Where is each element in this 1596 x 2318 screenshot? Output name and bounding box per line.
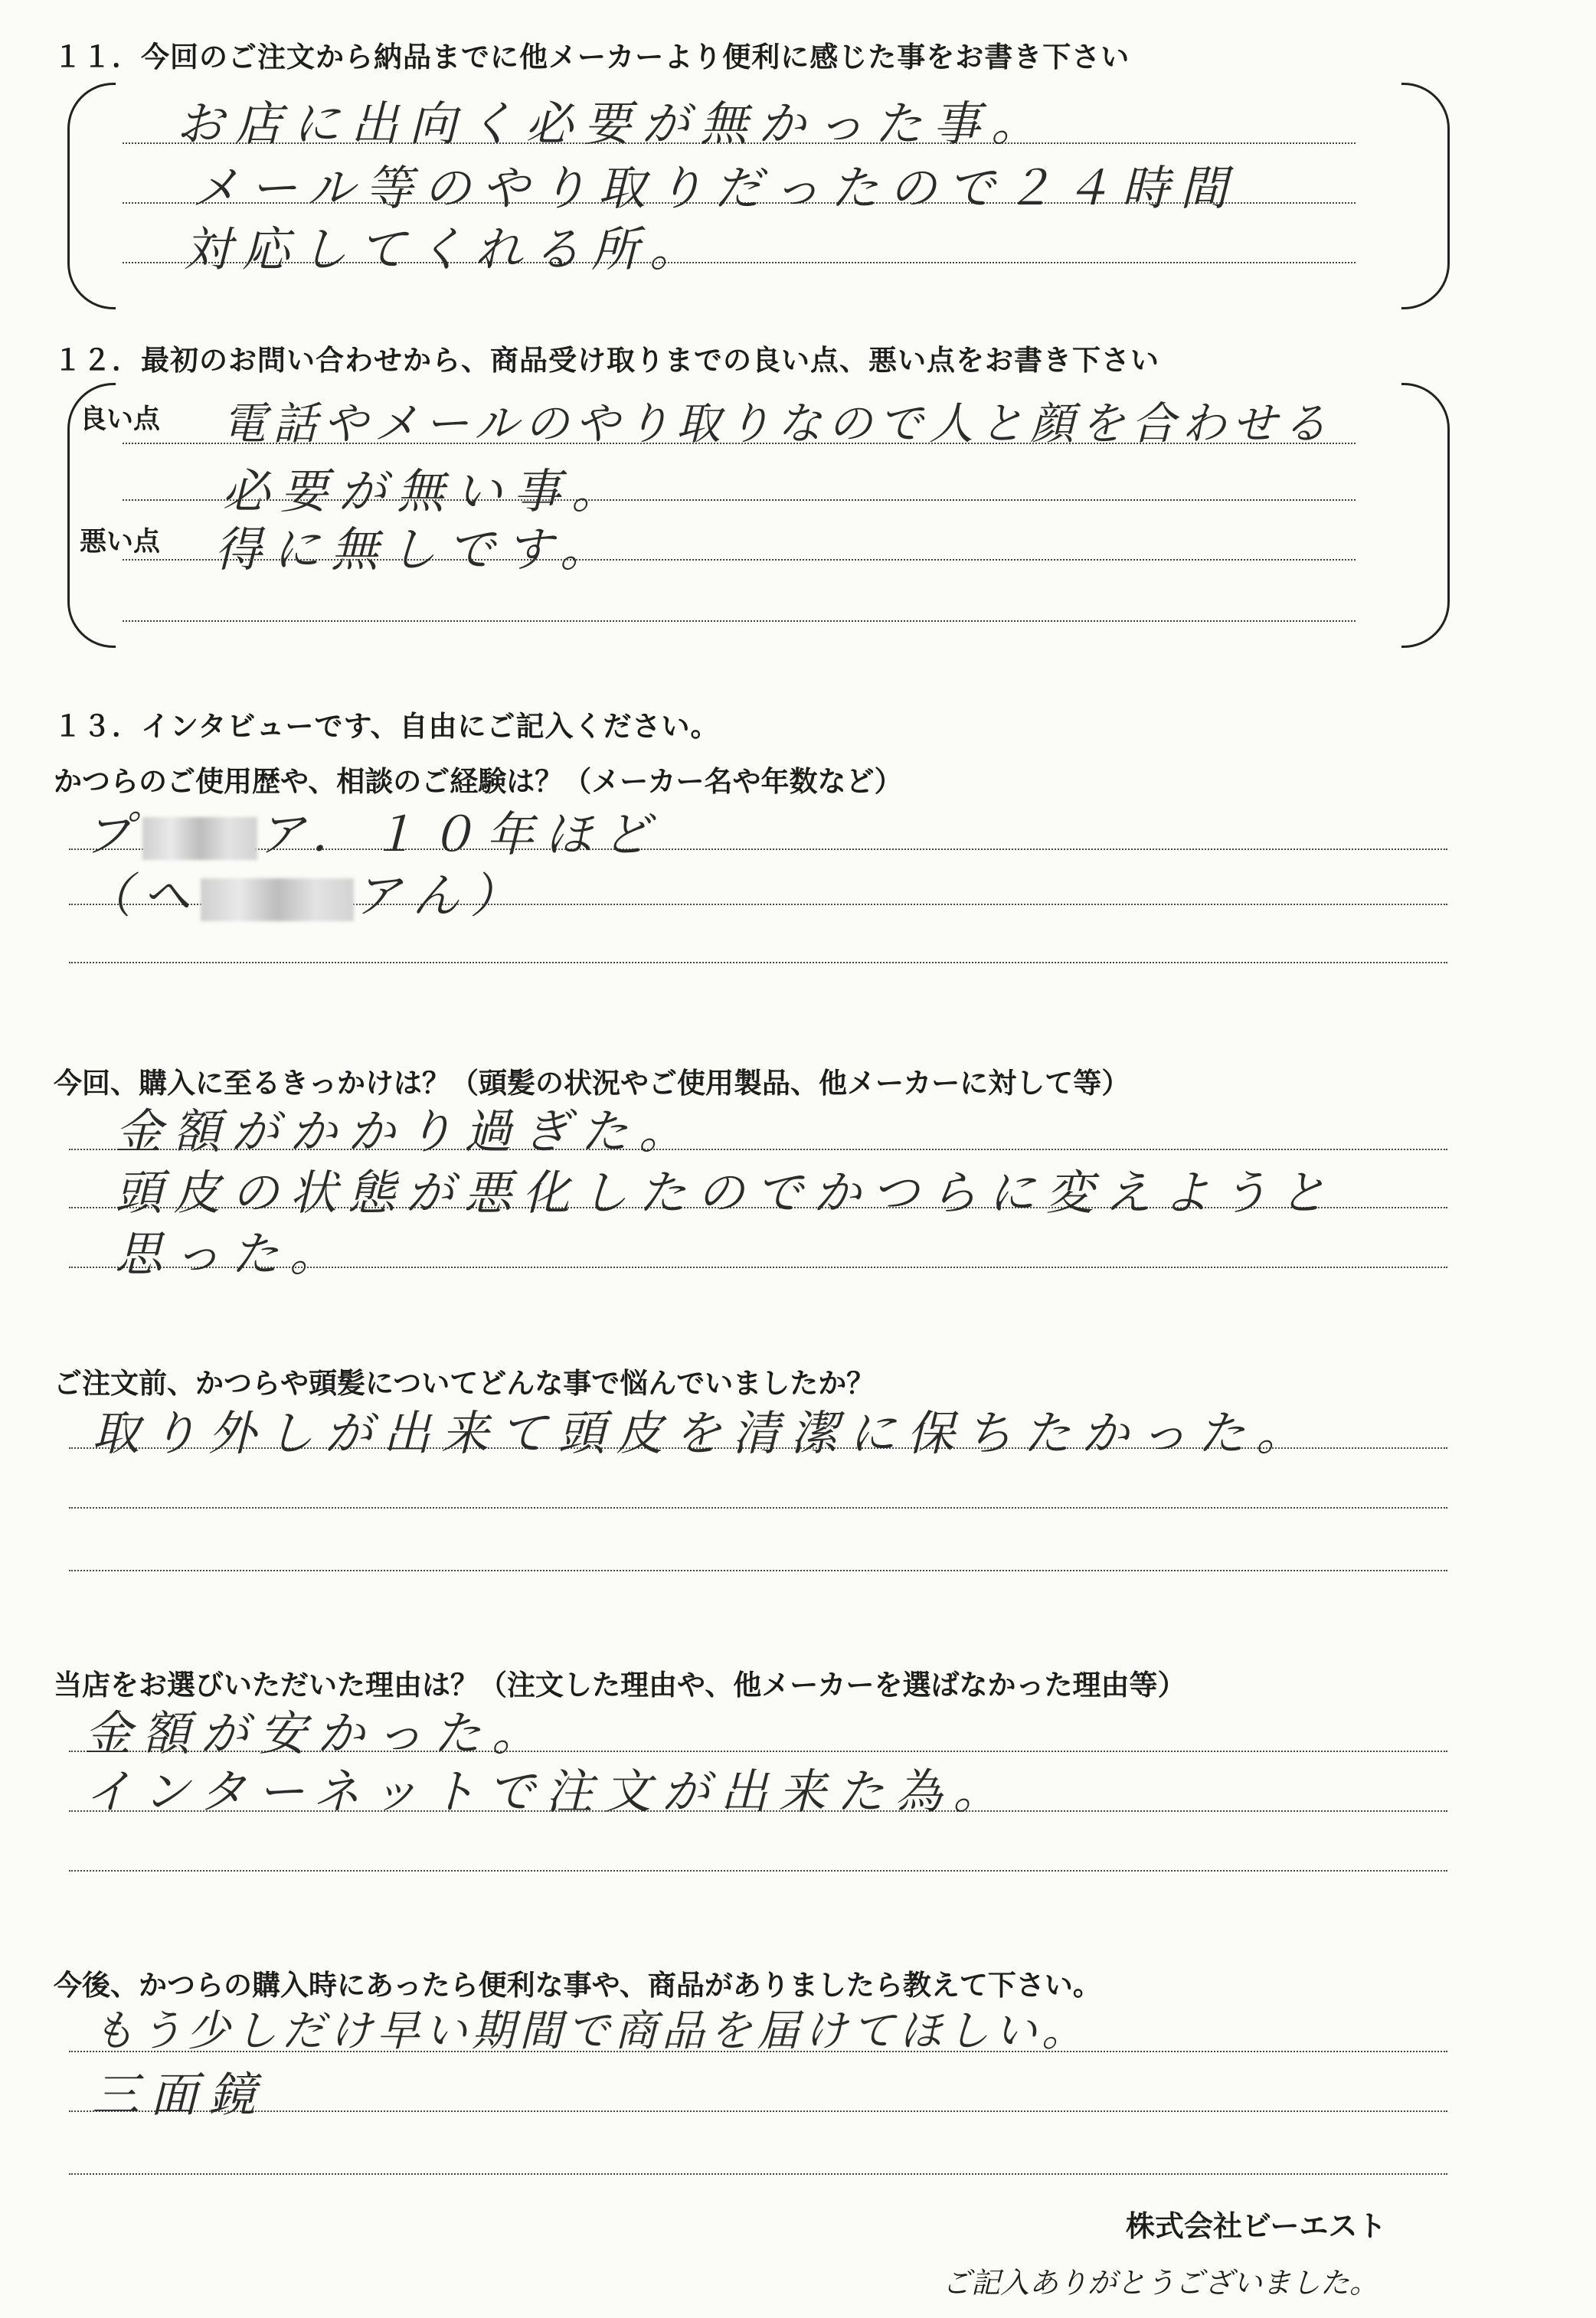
bracket-left: [67, 83, 116, 309]
question-11-title: １１．今回のご注文から納品までに他メーカーより便利に感じた事をお書き下さい: [54, 41, 1130, 74]
q11-answer-line: お店に出向く必要が無かった事。: [176, 96, 1050, 152]
history-line1-prefix: プ: [84, 806, 143, 862]
ruled-line: [69, 962, 1447, 963]
bracket-right: [1401, 383, 1450, 648]
good-point-label: 良い点: [80, 404, 161, 435]
question-13-title: １３．インタビューです、自由にご記入ください。: [54, 710, 720, 743]
ruled-line: [123, 620, 1356, 622]
thanks-message: ご記入ありがとうございました。: [942, 2266, 1379, 2300]
history-label: かつらのご使用歴や、相談のご経験は？（メーカー名や年数など）: [54, 765, 903, 798]
worries-answer-line: 取り外しが出来て頭皮を清潔に保ちたかった。: [92, 1405, 1315, 1461]
history-answer-line: [84, 858, 528, 926]
history-answer-line: [84, 796, 661, 865]
ruled-line: [69, 2110, 1447, 2112]
reason-label: 当店をお選びいただいた理由は？（注文した理由や、他メーカーを選ばなかった理由等）: [54, 1669, 1186, 1702]
history-line2-prefix: （ヘ: [84, 868, 201, 924]
q11-answer-line: 対応してくれる所。: [184, 221, 708, 277]
request-answer-line: 三面鏡: [92, 2067, 267, 2123]
ruled-line: [69, 1507, 1447, 1509]
trigger-answer-line: 金額がかかり過ぎた。: [115, 1103, 698, 1159]
question-12-title: １２．最初のお問い合わせから、商品受け取りまでの良い点、悪い点をお書き下さい: [54, 344, 1159, 377]
history-line1-suffix: ア．１０年ほど: [257, 806, 662, 862]
q11-answer-line: メール等のやり取りだったので２４時間: [191, 160, 1238, 216]
bad-point-label: 悪い点: [80, 527, 161, 557]
ruled-line: [69, 2173, 1447, 2175]
ruled-line: [69, 1570, 1447, 1571]
ruled-line: [69, 1870, 1447, 1872]
redacted-maker-name: [201, 878, 354, 921]
bracket-right: [1401, 83, 1450, 309]
redacted-maker-name: [142, 817, 257, 860]
history-line2-suffix: アん）: [354, 868, 529, 924]
trigger-answer-line: 頭皮の状態が悪化したのでかつらに変えようと: [115, 1165, 1338, 1221]
trigger-answer-line: 思った。: [115, 1226, 348, 1282]
q12-bad-answer-line: 得に無しです。: [214, 521, 619, 577]
company-name: 株式会社ビーエスト: [1126, 2209, 1387, 2243]
trigger-label: 今回、購入に至るきっかけは？（頭髪の状況やご使用製品、他メーカーに対して等）: [54, 1067, 1130, 1100]
q12-good-answer-line: 必要が無い事。: [222, 463, 630, 519]
reason-answer-line: 金額が安かった。: [84, 1705, 551, 1761]
worries-label: ご注文前、かつらや頭髪についてどんな事で悩んでいましたか？: [54, 1367, 875, 1400]
reason-answer-line: インターネットで注文が出来た為。: [84, 1764, 1012, 1819]
request-answer-line: もう少しだけ早い期間で商品を届けてほしい。: [92, 2006, 1089, 2056]
q12-good-answer-line: 電話やメールのやり取りなので人と顔を合わせる: [222, 397, 1333, 450]
request-label: 今後、かつらの購入時にあったら便利な事や、商品がありましたら教えて下さい。: [54, 1969, 1101, 2002]
